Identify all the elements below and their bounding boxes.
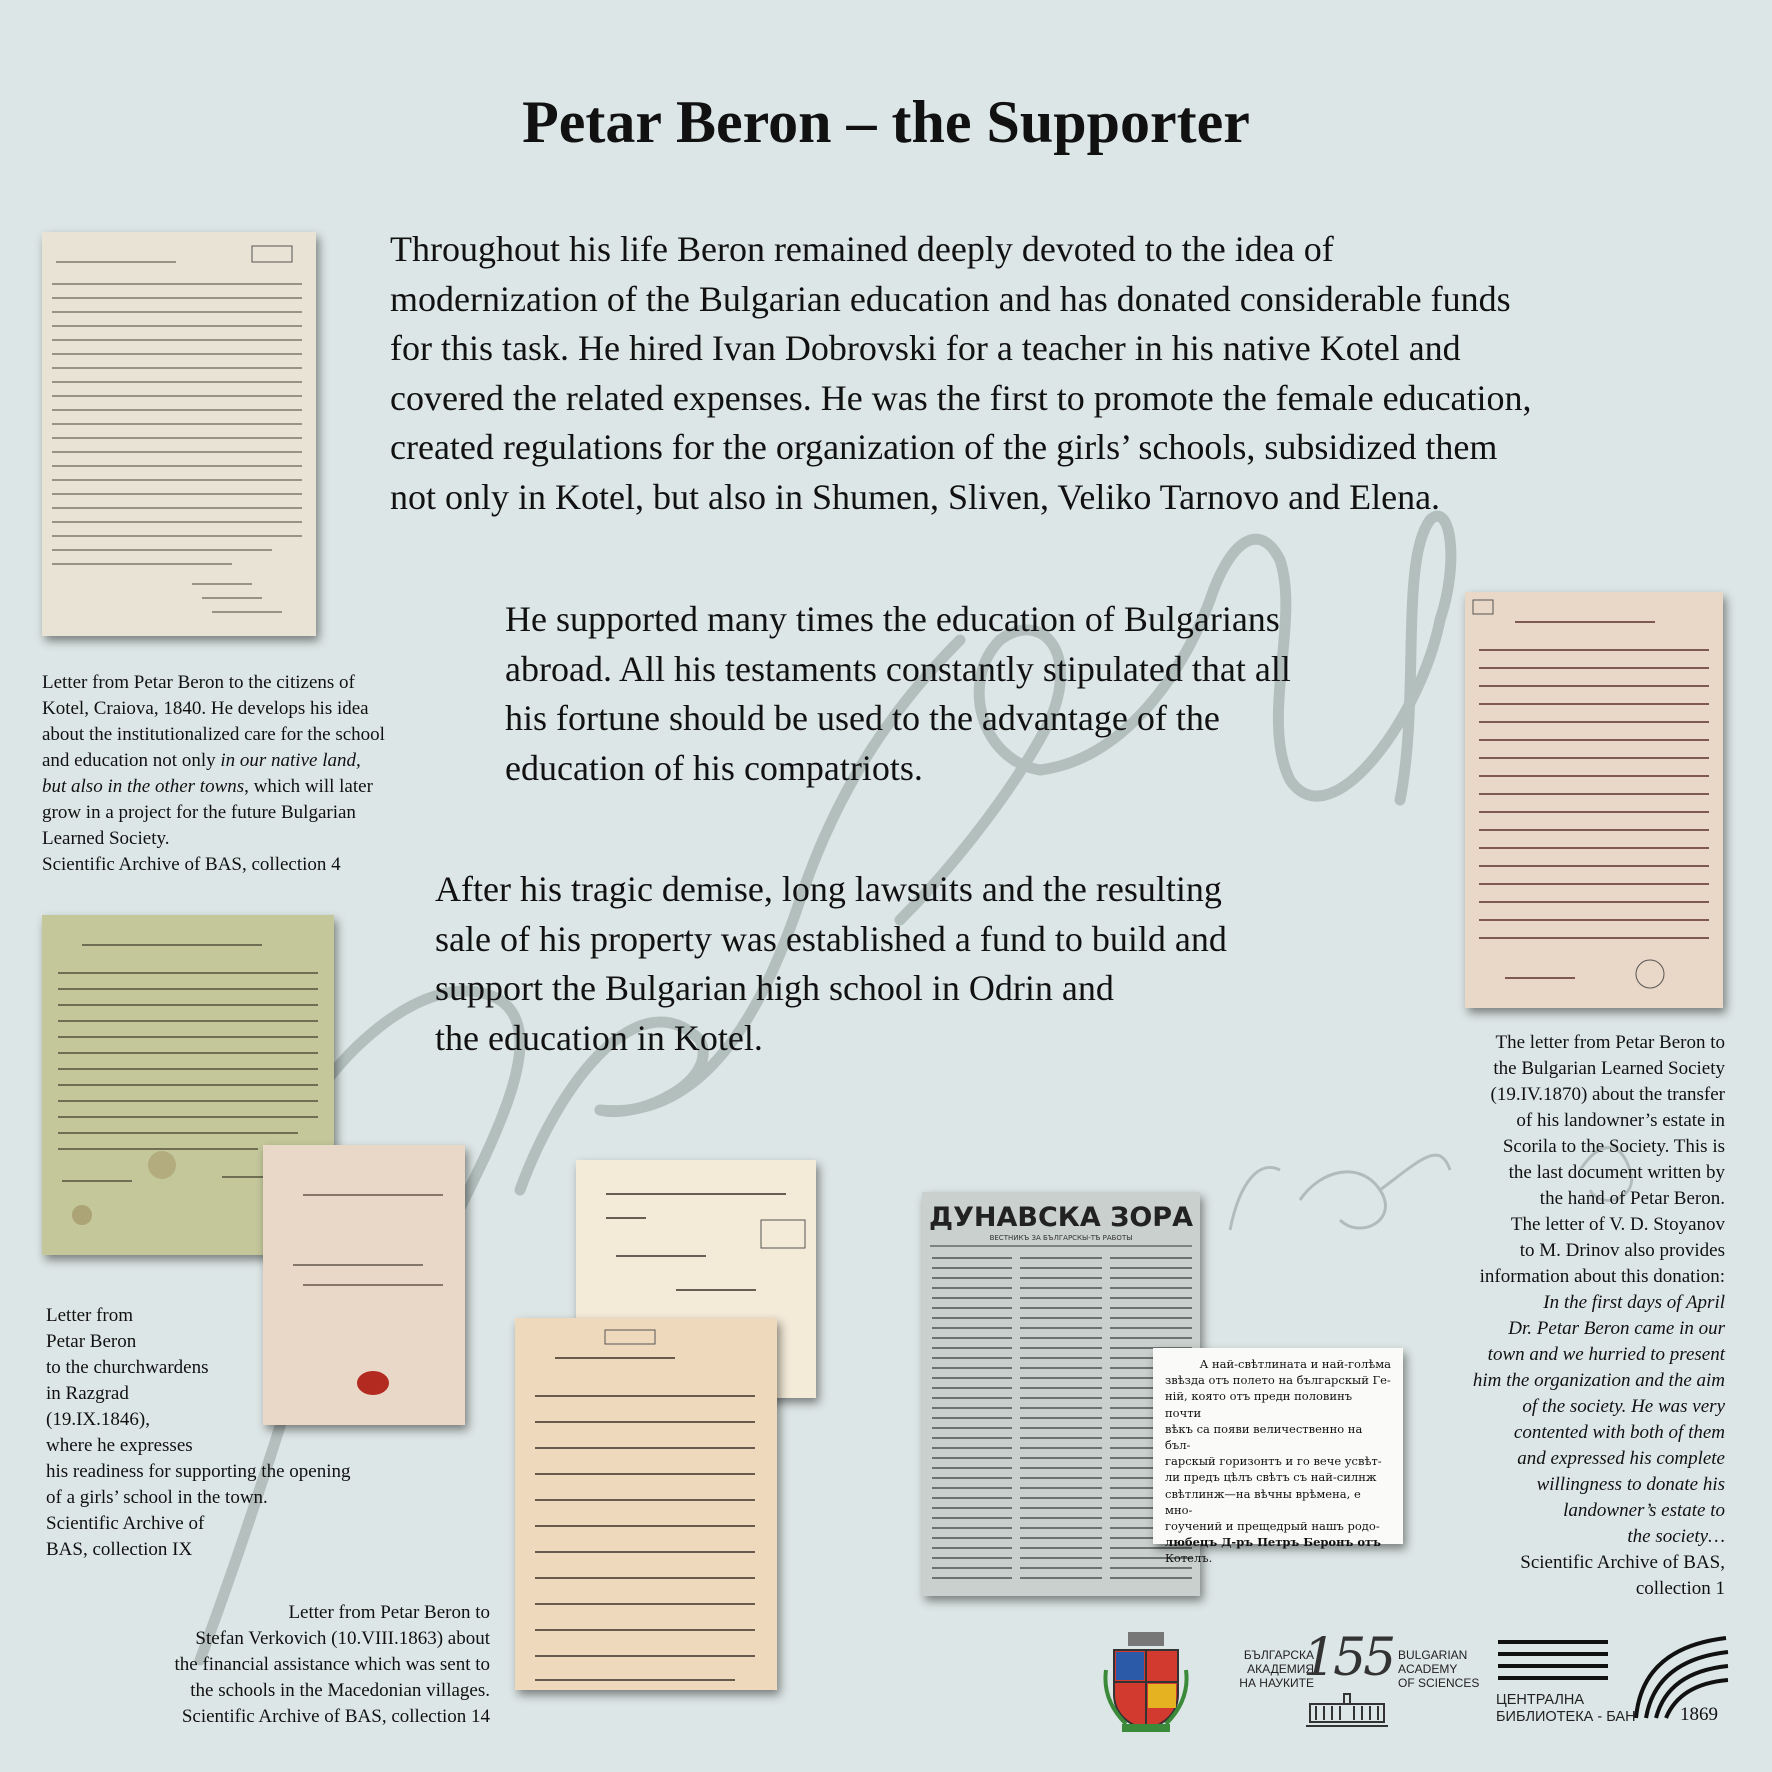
- abroad-line: He supported many times the education of Bulgarians: [505, 599, 1280, 639]
- logo-line: БИБЛИОТЕКА - БАН: [1496, 1709, 1636, 1725]
- lawsuits-line: the education in Kotel.: [435, 1017, 763, 1058]
- caption-line: Scorila to the Society. This is: [1502, 1136, 1725, 1157]
- logo-line: BULGARIAN: [1398, 1648, 1468, 1662]
- logo-line: ЦЕНТРАЛНА: [1496, 1692, 1585, 1708]
- caption-line: Kotel, Craiova, 1840. He develops his idea: [42, 698, 369, 719]
- caption-italic: him the organization and the aim: [1472, 1370, 1725, 1391]
- logo-line: ACADEMY: [1398, 1662, 1458, 1676]
- caption-line: the hand of Petar Beron.: [1539, 1188, 1725, 1209]
- caption-line: information about this donation:: [1479, 1266, 1725, 1287]
- bas-en-logo-text: [1398, 1648, 1479, 1690]
- society-letter-image: [1465, 592, 1723, 1008]
- caption-italic: and expressed his complete: [1517, 1448, 1725, 1469]
- caption-line: Scientific Archive of BAS, collection 4: [42, 854, 341, 875]
- caption-line: to the churchwardens: [46, 1357, 209, 1378]
- sofia-coat-of-arms-logo: [1100, 1630, 1192, 1734]
- newspaper-masthead: ДУНАВСКА ЗОРА: [929, 1202, 1193, 1233]
- caption-line: Learned Society.: [42, 828, 170, 849]
- caption-line: BAS, collection IX: [46, 1539, 193, 1560]
- caption-line: Letter from Petar Beron to: [288, 1602, 490, 1623]
- caption-line: of his landowner’s estate in: [1516, 1110, 1725, 1131]
- abroad-line: abroad. All his testaments constantly stipulated that all: [505, 648, 1291, 689]
- caption-line: grow in a project for the future Bulgarian: [42, 802, 356, 823]
- newspaper-subtitle: ВЕСТНИКЪ ЗА БЪЛГАРСКЫ-ТѢ РАБОТЫ: [989, 1234, 1133, 1242]
- excerpt-line: любецъ Д-ръ Петръ Беронъ отъ: [1165, 1535, 1381, 1550]
- kotel-letter-caption: [42, 670, 462, 878]
- verkovich-letter-image: [515, 1318, 777, 1690]
- central-library-year: 1869: [1680, 1704, 1718, 1725]
- caption-italic: landowner’s estate to: [1563, 1500, 1725, 1521]
- logo-line: OF SCIENCES: [1398, 1676, 1480, 1690]
- excerpt-line: Котелъ.: [1165, 1551, 1213, 1566]
- lawsuits-line: support the Bulgarian high school in Odrin and: [435, 968, 1114, 1008]
- logo-line: БЪЛГАРСКА: [1243, 1648, 1314, 1662]
- caption-line: to M. Drinov also provides: [1519, 1240, 1725, 1261]
- intro-line: created regulations for the organization of the girls’ schools, subsidized them: [390, 427, 1498, 467]
- caption-line: his readiness for supporting the opening: [46, 1461, 351, 1482]
- caption-italic: of the society. He was very: [1522, 1396, 1725, 1417]
- society-letter-caption: [1345, 1030, 1725, 1602]
- caption-line: collection 1: [1635, 1578, 1725, 1599]
- caption-line: Letter from: [46, 1305, 134, 1326]
- excerpt-line: ли предъ цѣлъ свѣтъ съ най-силнж: [1165, 1470, 1377, 1485]
- kotel-letter-image: [42, 232, 316, 636]
- caption-line: Letter from Petar Beron to the citizens of: [42, 672, 355, 693]
- bas-bg-logo-text: [1222, 1648, 1314, 1690]
- caption-line: [42, 774, 462, 800]
- intro-line: Throughout his life Beron remained deeply devoted to the idea of: [390, 229, 1334, 269]
- caption-line: The letter from Petar Beron to: [1495, 1032, 1725, 1053]
- caption-line: Petar Beron: [46, 1331, 137, 1352]
- caption-line: Scientific Archive of BAS, collection 14: [181, 1706, 490, 1727]
- caption-italic: but also in the other towns: [42, 776, 245, 797]
- intro-line: for this task. He hired Ivan Dobrovski for a teacher in his native Kotel and: [390, 328, 1461, 368]
- intro-paragraph: [390, 225, 1720, 522]
- caption-italic: willingness to donate his: [1536, 1474, 1725, 1495]
- caption-line: in Razgrad: [46, 1383, 129, 1404]
- caption-line: [42, 748, 462, 774]
- caption-italic: the society…: [1627, 1526, 1725, 1547]
- verkovich-letter-caption: [40, 1600, 490, 1730]
- caption-line: the schools in the Macedonian villages.: [190, 1680, 490, 1701]
- academy-building-icon: [1304, 1688, 1390, 1728]
- excerpt-line: ній, която отъ предн половинъ почти: [1165, 1389, 1353, 1420]
- abroad-line: his fortune should be used to the advantage of the: [505, 698, 1220, 738]
- caption-line: Stefan Verkovich (10.VIII.1863) about: [195, 1628, 490, 1649]
- anniversary-logo: 155: [1303, 1628, 1394, 1688]
- logo-line: НА НАУКИТЕ: [1239, 1676, 1314, 1690]
- caption-line: about the institutionalized care for the school: [42, 724, 385, 745]
- caption-line: of a girls’ school in the town.: [46, 1487, 268, 1508]
- lawsuits-line: After his tragic demise, long lawsuits and the resulting: [435, 869, 1222, 909]
- caption-italic: Dr. Petar Beron came in our: [1508, 1318, 1725, 1339]
- excerpt-line: гоучений и прещедрый нашъ родо-: [1165, 1519, 1380, 1534]
- caption-italic: town and we hurried to present: [1487, 1344, 1725, 1365]
- central-library-logo-text: [1496, 1692, 1636, 1726]
- caption-italic: contented with both of them: [1513, 1422, 1725, 1443]
- caption-line: Scientific Archive of BAS,: [1520, 1552, 1725, 1573]
- excerpt-line: свѣтлинж—на вѣчны врѣмена, е мно-: [1165, 1486, 1361, 1517]
- excerpt-line: гарскый горизонтъ и го вече усвѣт-: [1165, 1454, 1382, 1469]
- caption-line: the Bulgarian Learned Society: [1493, 1058, 1725, 1079]
- caption-line: (19.IV.1870) about the transfer: [1490, 1084, 1725, 1105]
- caption-text: and education not only: [42, 750, 221, 771]
- excerpt-line: А най-свѣтлината и най-голѣма: [1199, 1357, 1391, 1371]
- intro-line: covered the related expenses. He was the first to promote the female education,: [390, 377, 1532, 418]
- caption-line: where he expresses: [46, 1435, 193, 1456]
- caption-italic: in our native land,: [220, 750, 361, 771]
- lawsuits-paragraph: [435, 865, 1385, 1063]
- excerpt-line: звѣзда отъ полето на българскый Ге-: [1165, 1373, 1391, 1388]
- caption-line: The letter of V. D. Stoyanov: [1510, 1214, 1725, 1235]
- logo-line: АКАДЕМИЯ: [1247, 1662, 1314, 1676]
- caption-line: the last document written by: [1508, 1162, 1725, 1183]
- page-title: Petar Beron – the Supporter: [522, 89, 1250, 155]
- abroad-paragraph: [505, 595, 1465, 793]
- abroad-line: education of his compatriots.: [505, 747, 923, 788]
- intro-line: modernization of the Bulgarian education and has donated considerable funds: [390, 278, 1511, 319]
- razgrad-letter-caption: [46, 1303, 426, 1563]
- caption-line: the financial assistance which was sent to: [174, 1654, 490, 1675]
- intro-line: not only in Kotel, but also in Shumen, Sliven, Veliko Tarnovo and Elena.: [390, 476, 1441, 517]
- lawsuits-line: sale of his property was established a fund to build and: [435, 918, 1227, 959]
- excerpt-line: вѣкъ са появи величественно на бъл-: [1165, 1421, 1363, 1453]
- caption-italic: In the first days of April: [1543, 1292, 1725, 1313]
- caption-line: (19.IX.1846),: [46, 1409, 150, 1430]
- caption-text: , which will later: [244, 776, 373, 797]
- caption-line: Scientific Archive of: [46, 1513, 205, 1534]
